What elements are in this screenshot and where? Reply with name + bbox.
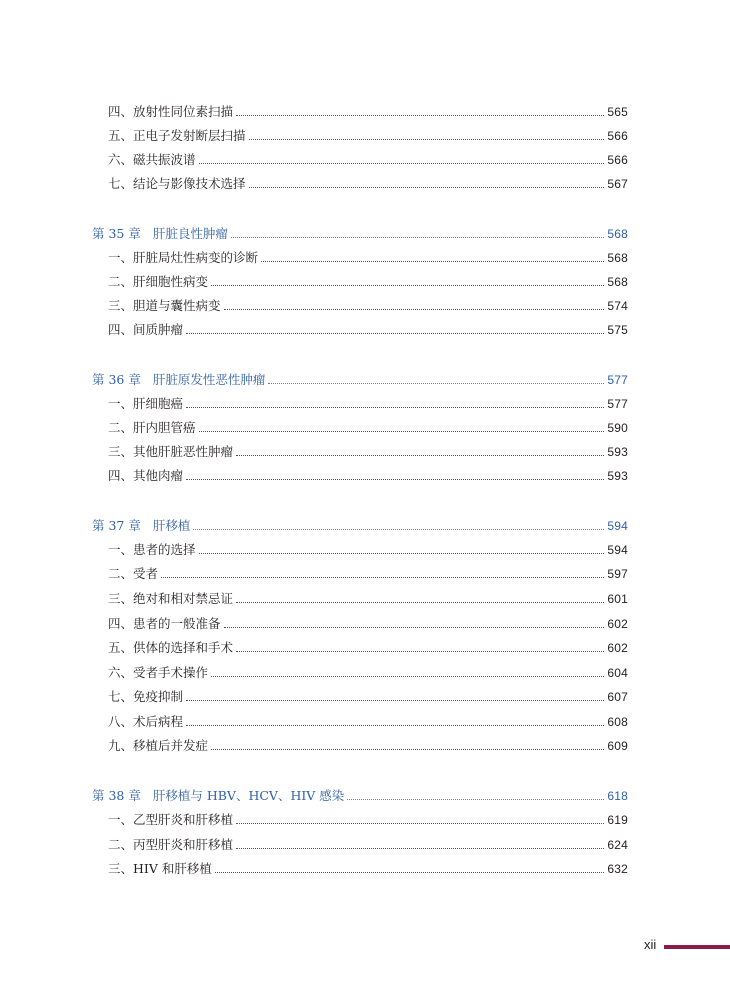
leader-dots — [236, 601, 604, 603]
toc-entry-label: 一、肝细胞癌 — [108, 396, 184, 411]
toc-entry-page: 575 — [607, 323, 628, 337]
leader-dots — [211, 284, 604, 286]
chapter-page: 618 — [607, 789, 628, 803]
toc-entry[interactable] — [108, 808, 628, 828]
leader-dots — [199, 552, 605, 554]
chapter-title: 肝移植 — [152, 518, 191, 533]
toc-entry-label: 九、移植后并发症 — [108, 738, 209, 753]
toc-entry-page: 577 — [607, 397, 628, 411]
leader-dots — [249, 138, 605, 140]
toc-entry-page: 574 — [607, 299, 628, 313]
leader-dots — [186, 478, 604, 480]
toc-entry[interactable] — [108, 612, 628, 632]
toc-entry-label: 三、绝对和相对禁忌证 — [108, 591, 234, 606]
toc-entry[interactable] — [108, 636, 628, 656]
chapter-number: 第 35 章 — [92, 226, 141, 241]
toc-entry-label: 一、肝脏局灶性病变的诊断 — [108, 250, 259, 265]
toc-entry-page: 624 — [607, 838, 628, 852]
leader-dots — [215, 871, 605, 873]
chapter-heading — [92, 226, 228, 242]
toc-entry[interactable] — [108, 685, 628, 705]
leader-dots — [211, 675, 604, 677]
toc-entry-page: 565 — [607, 105, 628, 119]
toc-entry-page: 602 — [607, 641, 628, 655]
leader-dots — [236, 454, 604, 456]
toc-entry[interactable] — [108, 318, 628, 338]
chapter-heading — [92, 372, 265, 388]
toc-chapter-37[interactable] — [92, 514, 628, 534]
toc-entry[interactable] — [108, 392, 628, 412]
toc-entry-label: 七、结论与影像技术选择 — [108, 176, 246, 191]
toc-entry[interactable] — [108, 100, 628, 120]
toc-entry-page: 593 — [607, 445, 628, 459]
toc-entry[interactable] — [108, 246, 628, 266]
toc-entry[interactable] — [108, 710, 628, 730]
leader-dots — [249, 186, 605, 188]
toc-entry-page: 607 — [607, 690, 628, 704]
chapter-number: 第 36 章 — [92, 372, 141, 387]
toc-chapter-38[interactable] — [92, 784, 628, 804]
toc-entry-label: 六、磁共振波谱 — [108, 152, 196, 167]
toc-entry-page: 608 — [607, 715, 628, 729]
leader-dots — [186, 699, 604, 701]
toc-entry-label: 一、患者的选择 — [108, 542, 196, 557]
toc-entry[interactable] — [108, 416, 628, 436]
toc-entry[interactable] — [108, 562, 628, 582]
toc-entry-page: 568 — [607, 251, 628, 265]
toc-entry-label: 二、丙型肝炎和肝移植 — [108, 837, 234, 852]
toc-entry[interactable] — [108, 833, 628, 853]
toc-entry[interactable] — [108, 172, 628, 192]
leader-dots — [347, 798, 604, 800]
toc-entry-label: 三、HIV 和肝移植 — [108, 861, 212, 876]
toc-entry[interactable] — [108, 734, 628, 754]
toc-entry-label: 五、正电子发射断层扫描 — [108, 128, 246, 143]
chapter-heading — [92, 518, 190, 534]
toc-entry-page: 601 — [607, 592, 628, 606]
toc-entry-page: 566 — [607, 153, 628, 167]
leader-dots — [236, 650, 604, 652]
toc-entry[interactable] — [108, 270, 628, 290]
toc-entry-page: 593 — [607, 469, 628, 483]
chapter-title: 肝脏良性肿瘤 — [152, 226, 228, 241]
toc-entry[interactable] — [108, 464, 628, 484]
leader-dots — [236, 847, 604, 849]
chapter-title: 肝脏原发性恶性肿瘤 — [152, 372, 266, 387]
toc-entry-label: 四、其他肉瘤 — [108, 468, 184, 483]
folio-bar — [664, 945, 730, 949]
toc-entry-page: 597 — [607, 567, 628, 581]
leader-dots — [231, 236, 605, 238]
toc-entry-page: 594 — [607, 543, 628, 557]
toc-entry-label: 四、间质肿瘤 — [108, 322, 184, 337]
toc-chapter-35[interactable] — [92, 222, 628, 242]
toc-entry-label: 二、肝内胆管癌 — [108, 420, 196, 435]
leader-dots — [186, 406, 604, 408]
leader-dots — [224, 308, 605, 310]
leader-dots — [224, 626, 605, 628]
page-number: xii — [644, 937, 657, 952]
leader-dots — [211, 748, 604, 750]
toc-entry[interactable] — [108, 294, 628, 314]
toc-entry-page: 567 — [607, 177, 628, 191]
toc-entry-label: 六、受者手术操作 — [108, 665, 209, 680]
chapter-number: 第 37 章 — [92, 518, 141, 533]
leader-dots — [199, 162, 605, 164]
toc-entry-page: 566 — [607, 129, 628, 143]
toc-chapter-36[interactable] — [92, 368, 628, 388]
chapter-page: 577 — [607, 373, 628, 387]
toc-entry-page: 590 — [607, 421, 628, 435]
toc-entry[interactable] — [108, 440, 628, 460]
toc-entry-page: 602 — [607, 617, 628, 631]
toc-entry-page: 632 — [607, 862, 628, 876]
toc-entry[interactable] — [108, 124, 628, 144]
chapter-page: 594 — [607, 519, 628, 533]
leader-dots — [161, 576, 604, 578]
leader-dots — [193, 528, 604, 530]
toc-entry-page: 619 — [607, 813, 628, 827]
toc-entry[interactable] — [108, 587, 628, 607]
leader-dots — [186, 724, 604, 726]
toc-entry[interactable] — [108, 661, 628, 681]
toc-entry-page: 604 — [607, 666, 628, 680]
leader-dots — [261, 260, 604, 262]
toc-entry-label: 四、患者的一般准备 — [108, 616, 221, 631]
leader-dots — [236, 822, 604, 824]
toc-entry-label: 三、胆道与囊性病变 — [108, 298, 221, 313]
chapter-page: 568 — [607, 227, 628, 241]
toc-entry-label: 二、受者 — [108, 566, 159, 581]
toc-entry[interactable] — [108, 148, 628, 168]
toc-entry[interactable] — [108, 857, 628, 877]
toc-entry-label: 二、肝细胞性病变 — [108, 274, 209, 289]
toc-entry-label: 八、术后病程 — [108, 714, 184, 729]
toc-entry-label: 五、供体的选择和手术 — [108, 640, 234, 655]
toc-entry[interactable] — [108, 538, 628, 558]
toc-entry-label: 七、免疫抑制 — [108, 689, 184, 704]
leader-dots — [186, 332, 604, 334]
toc-entry-label: 四、放射性同位素扫描 — [108, 104, 234, 119]
leader-dots — [199, 430, 605, 432]
chapter-heading — [92, 788, 344, 804]
leader-dots — [268, 382, 604, 384]
chapter-number: 第 38 章 — [92, 788, 141, 803]
toc-entry-page: 609 — [607, 739, 628, 753]
toc-entry-label: 一、乙型肝炎和肝移植 — [108, 812, 234, 827]
toc-entry-page: 568 — [607, 275, 628, 289]
leader-dots — [236, 114, 604, 116]
toc-entry-label: 三、其他肝脏恶性肿瘤 — [108, 444, 234, 459]
chapter-title: 肝移植与 HBV、HCV、HIV 感染 — [152, 788, 345, 803]
